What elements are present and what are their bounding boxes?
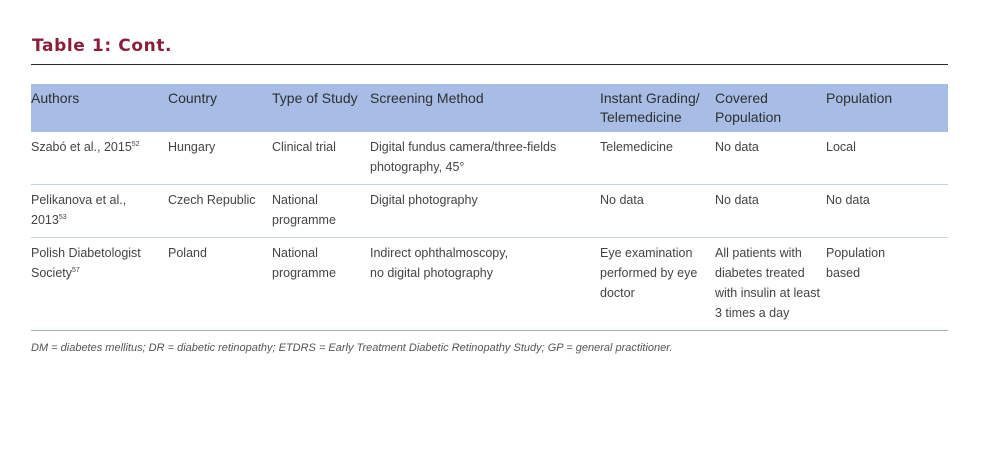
cell-population: [826, 132, 948, 185]
header-country: Country: [168, 84, 272, 132]
cell-type: [272, 238, 370, 331]
table-row: [31, 238, 948, 331]
reference-number: 52: [131, 141, 140, 148]
cell-country: Poland: [168, 238, 272, 331]
table-row: [31, 132, 948, 185]
cell-author: [31, 132, 168, 185]
grading-line: Telemedicine: [600, 140, 673, 154]
cell-type: [272, 185, 370, 238]
cell-author: [31, 185, 168, 238]
covered-line: diabetes treated: [715, 266, 805, 280]
grading-line: doctor: [600, 286, 635, 300]
header-covered-line-2: Population: [715, 109, 782, 125]
reference-number: 57: [72, 267, 80, 274]
cell-grading: [600, 185, 715, 238]
author-name: Szabó et al., 2015: [31, 140, 132, 154]
table-title: Table 1: Cont.: [32, 36, 173, 56]
header-covered-population: [715, 84, 826, 132]
population-line: based: [826, 266, 861, 280]
cell-covered: [715, 238, 826, 331]
header-covered-line-1: Covered: [715, 90, 768, 106]
covered-line: with insulin at least: [715, 286, 820, 300]
table-footnote: DM = diabetes mellitus; DR = diabetic retinopathy; ETDRS = Early Treatment Diabetic Retinopathy Study; GP = general practitioner.: [31, 342, 673, 354]
method-line: Digital fundus camera/three-fields: [370, 140, 557, 154]
cell-method: [370, 238, 600, 331]
cell-population: [826, 238, 948, 331]
table-row: [31, 185, 948, 238]
cell-method: [370, 132, 600, 185]
cell-covered: [715, 185, 826, 238]
author-name: Society: [31, 266, 72, 280]
covered-line: 3 times a day: [715, 306, 790, 320]
population-line: Local: [826, 140, 856, 154]
method-line: Digital photography: [370, 193, 478, 207]
header-authors: Authors: [31, 84, 168, 132]
type-line: National: [272, 246, 318, 260]
covered-line: No data: [715, 140, 759, 154]
header-population: Population: [826, 84, 948, 132]
cell-country: Czech Republic: [168, 185, 272, 238]
type-line: programme: [272, 213, 336, 227]
cell-grading: [600, 238, 715, 331]
method-line: no digital photography: [370, 266, 494, 280]
cell-country: Hungary: [168, 132, 272, 185]
screening-table: [31, 84, 948, 331]
method-line: Indirect ophthalmoscopy,: [370, 246, 509, 260]
type-line: National: [272, 193, 318, 207]
cell-method: [370, 185, 600, 238]
method-line: photography, 45°: [370, 160, 465, 174]
author-line: Polish Diabetologist: [31, 246, 141, 260]
grading-line: performed by eye: [600, 266, 698, 280]
covered-line: No data: [715, 193, 759, 207]
title-divider: [31, 64, 948, 65]
cell-type: [272, 132, 370, 185]
type-line: programme: [272, 266, 336, 280]
cell-grading: [600, 132, 715, 185]
population-line: No data: [826, 193, 870, 207]
header-type-of-study: Type of Study: [272, 84, 370, 132]
cell-population: [826, 185, 948, 238]
cell-covered: [715, 132, 826, 185]
type-line: Clinical trial: [272, 140, 336, 154]
table-header-row: [31, 84, 948, 132]
grading-line: No data: [600, 193, 644, 207]
header-grading-line-2: Telemedicine: [600, 109, 682, 125]
author-name: Pelikanova et al., 2013: [31, 193, 127, 227]
grading-line: Eye examination: [600, 246, 693, 260]
header-screening-method: Screening Method: [370, 84, 600, 132]
cell-author: [31, 238, 168, 331]
reference-number: 53: [58, 214, 67, 221]
population-line: Population: [826, 246, 886, 260]
covered-line: All patients with: [715, 246, 802, 260]
header-grading-line-1: Instant Grading/: [600, 90, 700, 106]
header-instant-grading: [600, 84, 715, 132]
author-line: [31, 263, 162, 283]
